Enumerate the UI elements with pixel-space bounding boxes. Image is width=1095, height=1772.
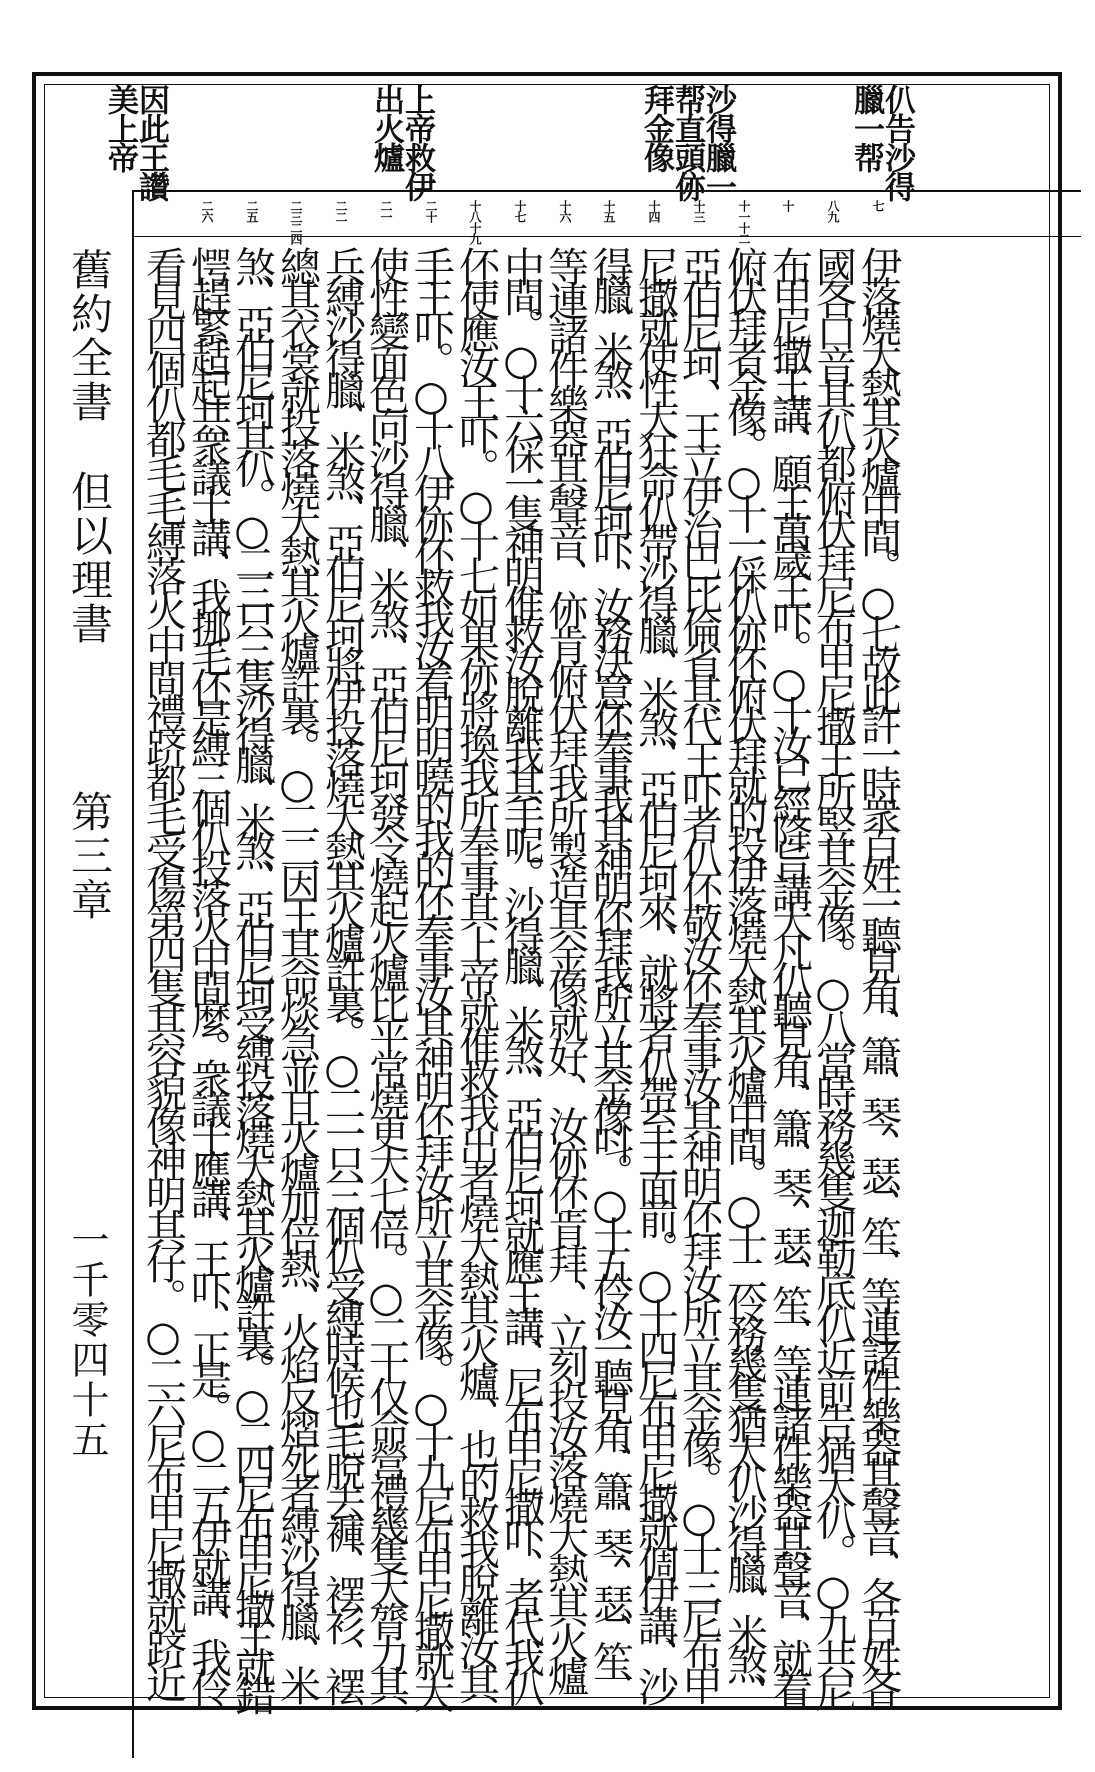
header-note-line: 美上帝 [102, 84, 138, 171]
verse-number: 二三二四 [289, 200, 303, 244]
verse-number: 二二 [334, 200, 348, 222]
book-series-title: 舊約全書 [65, 248, 114, 424]
header-note-line: 上帝救伊 [399, 84, 435, 200]
header-note [638, 84, 736, 200]
header-note-line: 沙得臘一 [700, 84, 736, 200]
text-column: 布甲尼撒王講、願王萬歲王吓。○十汝已經降旨講大凡仈聽見角、簫、琴、瑟、笙、等連諸件樂器其聲音、就着 [765, 246, 813, 1698]
header-note [102, 84, 169, 200]
text-column: 總其衣裳就投落燒大熱其火爐許裏。○二二因王其命㷋急並且火爐加倍熱、火焰反熠死者縛沙得臘、米 [273, 246, 321, 1698]
margin-divider [132, 190, 134, 1758]
book-title: 但以理書 [65, 470, 114, 646]
text-column: 愕趕緊趏起共衆議士講、我挪毛伾是縛三個仈投落火中間麼。衆議士應講、王吓、正是。○二五伊就講、我伶 [184, 246, 232, 1697]
verse-number: 二五 [245, 200, 259, 222]
text-column: 亞伯尼珂、王立伊治巴比倫省其代王吓者仈伾敬汝伾奉事汝其神明伾拜汝所立其金像。○十三尼布甲 [675, 246, 723, 1698]
verse-number: 十 [781, 200, 795, 211]
text-column: 手王吓。○十八伊㑊伾救我汝着明明曉的我的伾奉事汝其神明伾拜汝所立其金像。○十九尼布甲尼撒就大 [407, 246, 455, 1704]
header-note [848, 84, 915, 200]
verse-number-divider [132, 236, 1081, 237]
text-column: 煞、亞伯尼珂其仈。○二三只三隻沙得臘、米煞、亞伯尼珂受縛投落燒大熱其火爐許裏。○二四尼布甲尼撒王就錯 [228, 246, 276, 1705]
text-column: 尼撒就使性大狂命仈帶沙得臘、米煞、亞伯尼珂來、就將者仈帶至王面前。○十四尼布甲尼撒就倜伊講、沙 [631, 246, 679, 1697]
text-column: 伊落燒大熱其火爐中間。○七故此許一時衆百姓一聽見角、簫、琴、瑟、笙、等連諸件樂器其聲音、各百姓各 [854, 246, 902, 1697]
text-column: 得臘、米煞、亞伯尼珂吓、汝務決意伾奉事我其神明伾拜我所立其金像呌。○十五伶汝一聽見角、簫、琴、瑟、笙、 [586, 246, 634, 1697]
verse-number: 十六 [558, 200, 572, 222]
header-note-line: 臘一帮 [848, 84, 884, 171]
text-column: 俯伏拜者金像。○十一倸仈㑊伾俯伏拜就的投伊落燒大熱其火爐中間。○十二伶務幾隻猶太仈沙得臘、米煞、 [720, 246, 768, 1704]
text-column: 使性變面色向沙得臘、米煞、亞伯尼珂發令燒起火爐比平常燒更大七倍。○二十仅命營禮幾隻大膂力其 [362, 246, 410, 1698]
verse-number: 二六 [200, 200, 214, 222]
verse-number: 八九 [826, 200, 840, 222]
header-note-line: 仈告沙得 [879, 84, 915, 200]
verse-number: 七 [871, 200, 885, 211]
verse-number: 十一十二 [737, 200, 751, 244]
verse-number: 十八十九 [468, 200, 482, 244]
text-column: 看見四個仈都毛毛縛落火中間禮跻都毛受傷第四隻其容貌像神明其仔。○二六尼布甲尼撒就跻近 [139, 246, 187, 1697]
verse-number: 十七 [513, 200, 527, 222]
chapter-title: 第三章 [65, 790, 114, 922]
header-note [368, 84, 435, 200]
text-column: 等連諸件樂器其聲音、㑊肯俯伏拜我所製造其金像就好、汝㑊伾肯拜、立刻投汝落燒大熱其火爐 [541, 246, 589, 1690]
verse-number: 二一 [379, 200, 393, 222]
text-column: 兵縛沙得臘、米煞、亞伯尼珂將伊投落燒大熱其火爐許裏。○二一只三個仈受縛時候也毛脫去褲、䙓衫、䙓 [318, 246, 366, 1697]
header-note-line: 出火爐 [368, 84, 404, 171]
text-column: 中間。○十六倸一隻神明倠救汝脫離我其手呢。沙得臘、米煞、亞伯尼珂就應王講、尼布甲尼撒吓、者代我仈 [497, 246, 545, 1697]
header-note-line: 拜金像 [638, 84, 674, 171]
page-number: 一千零四十五 [65, 1220, 109, 1460]
header-note-line: 因此王讚 [133, 84, 169, 200]
verse-number: 十五 [602, 200, 616, 222]
header-divider [132, 190, 1081, 192]
header-note-line: 帮直頭㑊 [669, 84, 705, 200]
verse-number: 十四 [647, 200, 661, 222]
verse-number: 二十 [424, 200, 438, 222]
text-column: 伾使應汝王吓。○十七如果㑊將換我所奉事其上帝就倠救我出者燒大熱其火爐、也的救我脫離汝其 [452, 246, 500, 1697]
verse-number: 十三 [692, 200, 706, 222]
text-column: 國各口音其仈都俯伏拜尼布甲尼撒王所竪其金像。○八當時務幾隻迦勒底仈近前告猶太仈。○九共尼 [809, 246, 857, 1705]
